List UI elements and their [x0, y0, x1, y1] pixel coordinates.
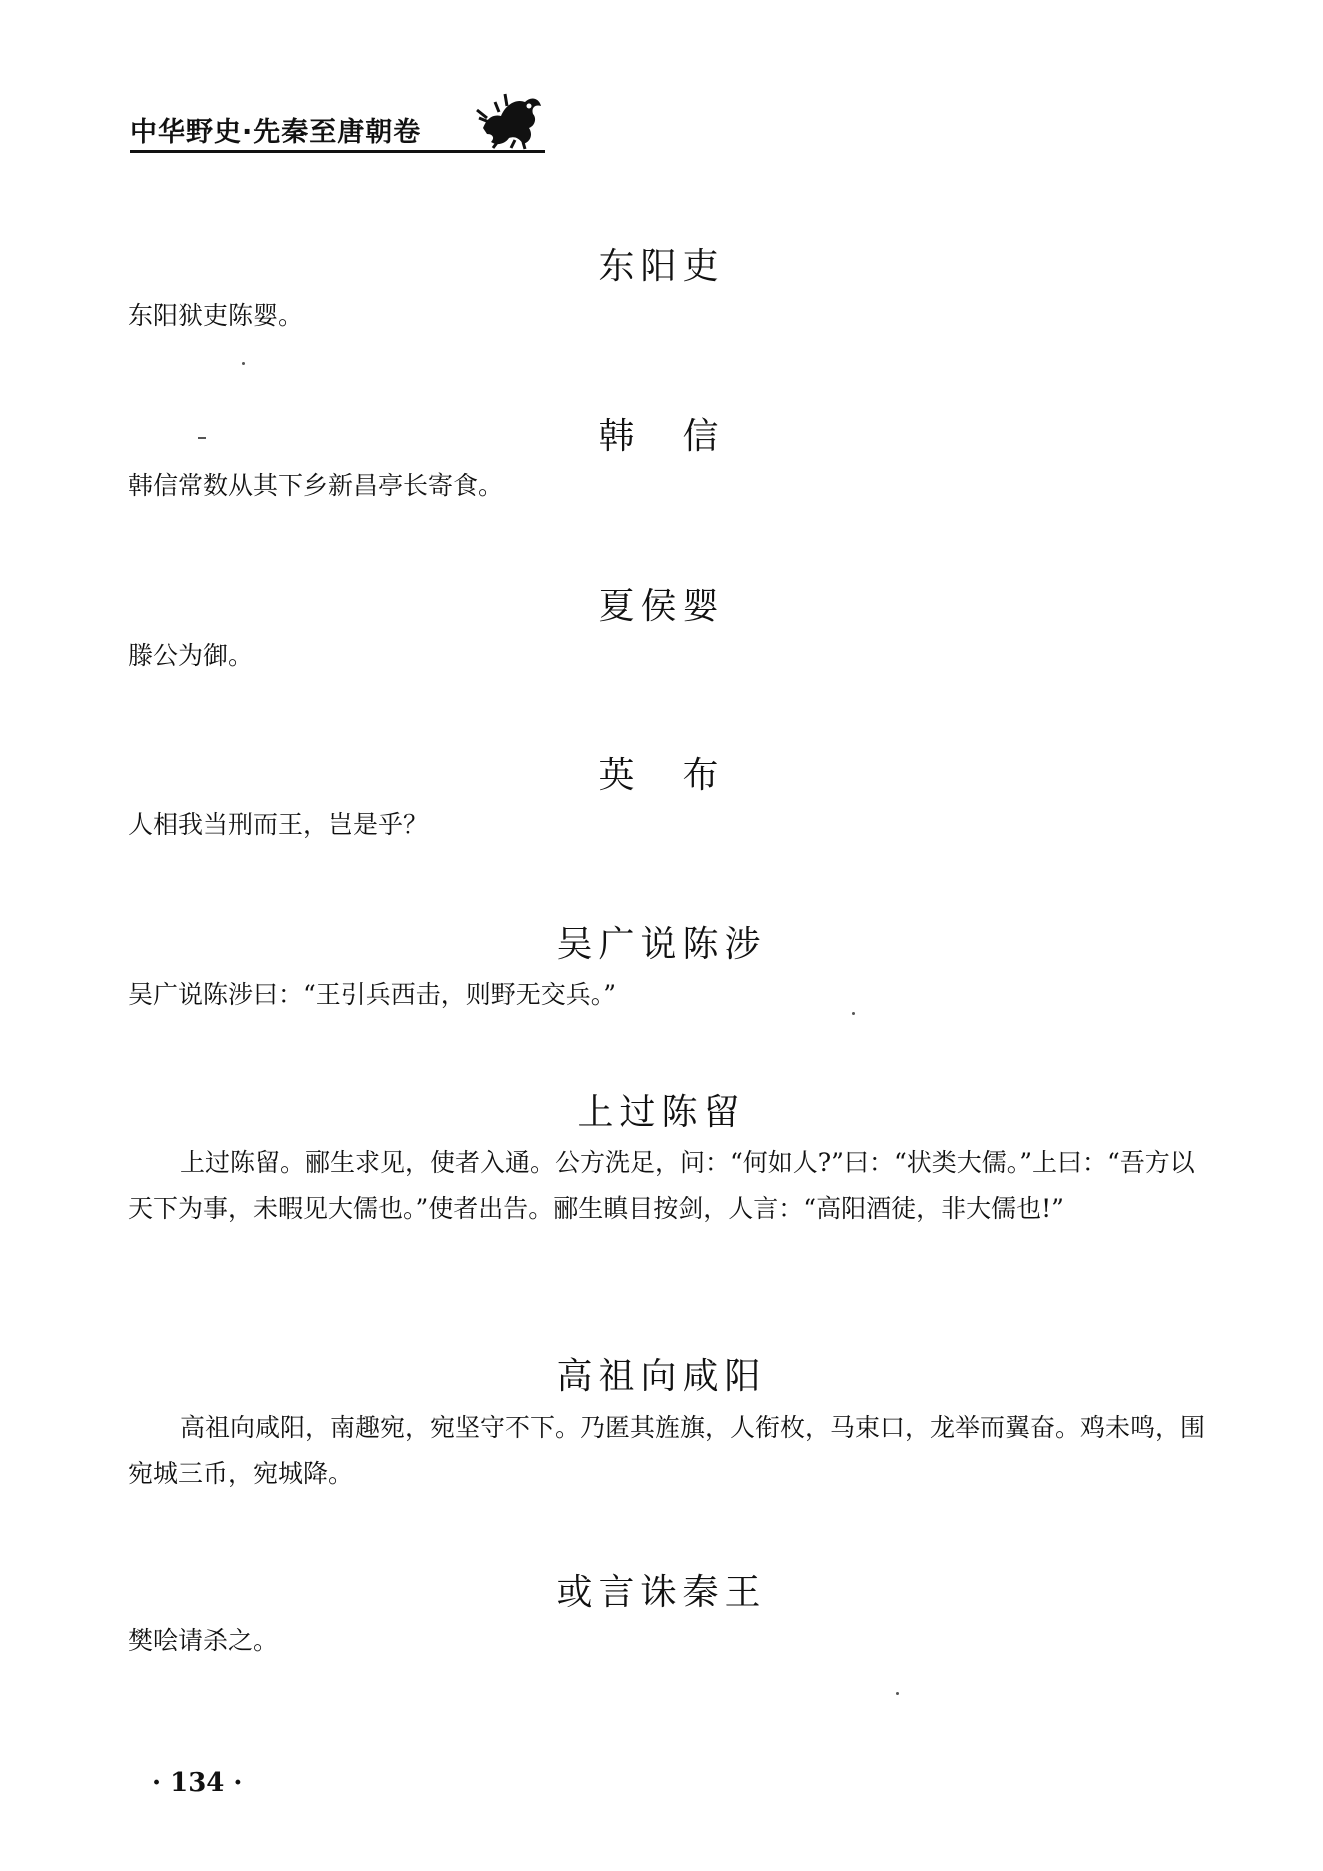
section-text: 东阳狱吏陈婴。: [128, 301, 304, 330]
section-text: 吴广说陈涉曰：“王引兵西击，则野无交兵。”: [128, 980, 617, 1009]
page-number: · 134 ·: [152, 1768, 243, 1798]
running-header: [130, 88, 545, 154]
scan-speck: [896, 1692, 899, 1695]
scan-speck: [198, 437, 206, 439]
section-title: 韩 信: [598, 415, 725, 457]
section-text: 滕公为御。: [128, 641, 254, 670]
section-title: 高祖向咸阳: [556, 1355, 767, 1397]
section-title: 东阳吏: [598, 245, 725, 287]
section-title: 或言诛秦王: [556, 1571, 767, 1613]
header-rule: [130, 150, 545, 153]
section-title: 英 布: [598, 754, 725, 796]
section-text: 人相我当刑而王，岂是乎？: [128, 810, 429, 839]
section-text: 高祖向咸阳，南趣宛，宛坚守不下。乃匿其旌旗，人衔枚，马束口，龙举而翼奋。鸡未鸣，围宛城三币，宛城降。: [128, 1413, 1206, 1488]
section-text: 韩信常数从其下乡新昌亭长寄食。: [128, 471, 504, 500]
book-title: 中华野史·先秦至唐朝卷: [130, 117, 422, 148]
scan-speck: [852, 1012, 855, 1015]
section-title: 吴广说陈涉: [556, 923, 767, 965]
section-title: 上过陈留: [577, 1091, 746, 1133]
section-title: 夏侯婴: [598, 585, 725, 627]
section-text: 上过陈留。郦生求见，使者入通。公方洗足，问：“何如人?”曰：“状类大儒。”上曰：“吾方以天下为事，未暇见大儒也。”使者出告。郦生瞋目按剑，人言：“高阳酒徒，非大儒也!”: [128, 1148, 1195, 1223]
dragon-icon: [475, 88, 545, 150]
section-text: 樊哙请杀之。: [128, 1626, 279, 1655]
scan-speck: [242, 362, 245, 365]
